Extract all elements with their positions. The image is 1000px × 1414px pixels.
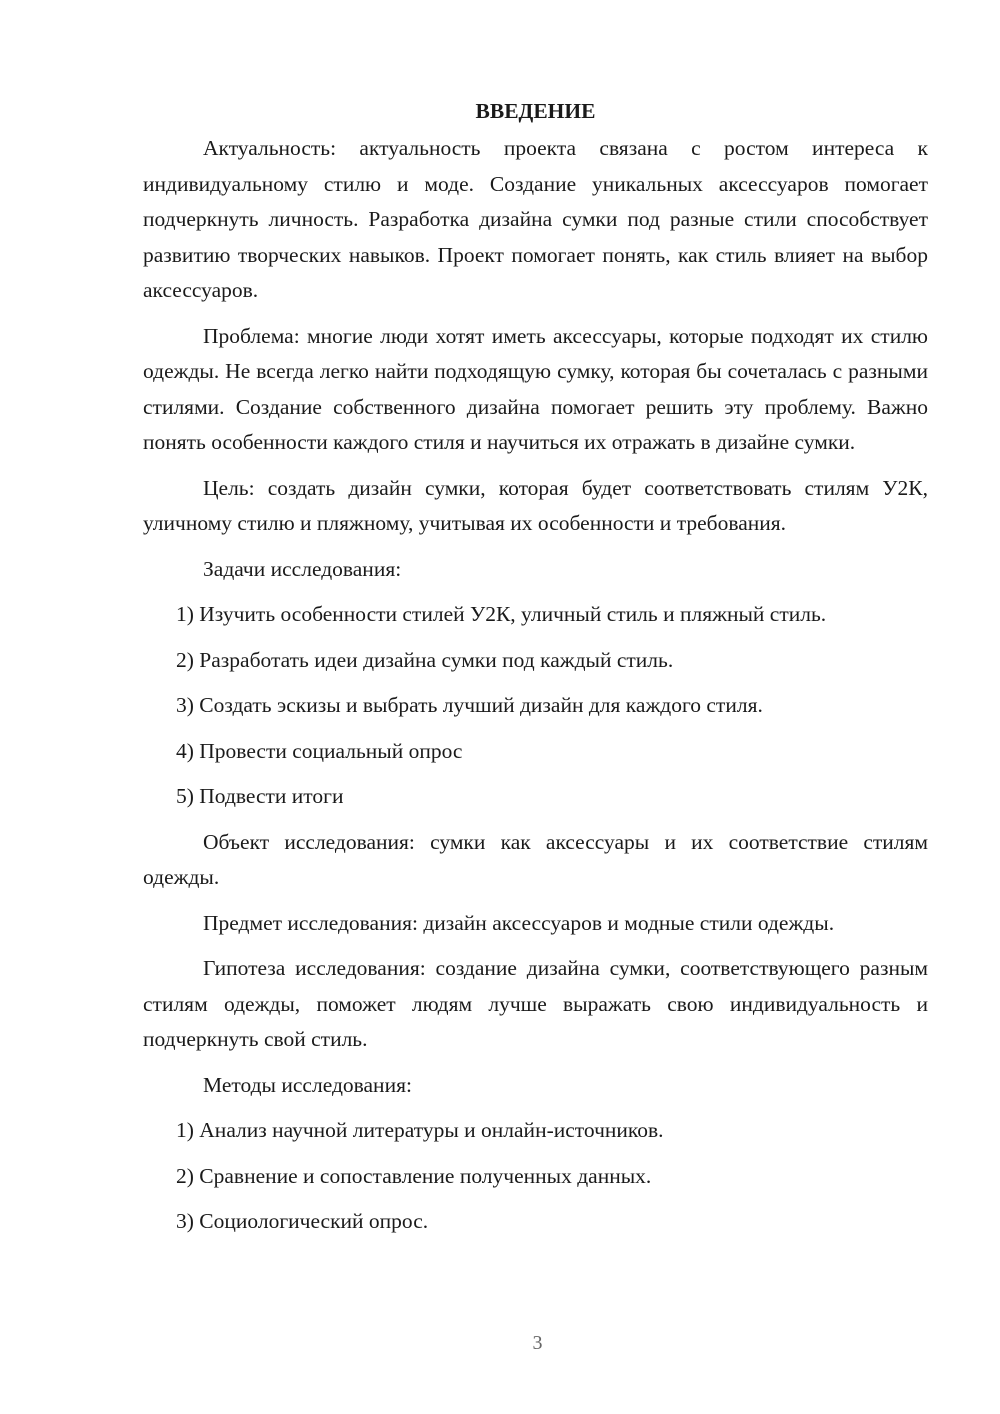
paragraph-goal: Цель: создать дизайн сумки, которая будет соответствовать стилям У2К, уличному стилю и пляжному, учитывая их особенности и требования. xyxy=(143,475,928,535)
paragraph-problem: Проблема: многие люди хотят иметь аксессуары, которые подходят их стилю одежды. Не всегда легко найти подходящую сумку, которая бы сочеталась с разными стилями. Создание собственного дизайна помогает решить эту проблему. Важно понять особенности каждого стиля и научиться их отражать в дизайне сумки. xyxy=(143,323,928,454)
methods-list xyxy=(143,1113,928,1240)
list-item: 3) Создать эскизы и выбрать лучший дизайн для каждого стиля. xyxy=(176,693,763,717)
section-title: ВВЕДЕНИЕ xyxy=(475,99,596,123)
paragraph-hypothesis: Гипотеза исследования: создание дизайна сумки, соответствующего разным стилям одежды, поможет людям лучше выражать свою индивидуальность и подчеркнуть свой стиль. xyxy=(143,956,928,1051)
paragraph-object: Объект исследования: сумки как аксессуары и их соответствие стилям одежды. xyxy=(143,829,928,889)
list-item: 5) Подвести итоги xyxy=(176,784,344,808)
page-number: 3 xyxy=(532,1332,543,1354)
list-item: 1) Изучить особенности стилей У2К, уличный стиль и пляжный стиль. xyxy=(176,602,827,626)
list-item: 1) Анализ научной литературы и онлайн-источников. xyxy=(176,1118,664,1142)
tasks-heading: Задачи исследования: xyxy=(203,556,402,581)
list-item: 2) Сравнение и сопоставление полученных данных. xyxy=(176,1163,652,1188)
paragraph-relevance: Актуальность: актуальность проекта связана с ростом интереса к индивидуальному стилю и моде. Создание уникальных аксессуаров помогает подчеркнуть личность. Разработка дизайна сумки под разные стили способствует развитию творческих навыков. Проект помогает понять, как стиль влияет на выбор аксессуаров. xyxy=(143,136,928,302)
page-content xyxy=(143,96,928,1250)
list-item: 2) Разработать идеи дизайна сумки под каждый стиль. xyxy=(176,647,674,672)
list-item: 3) Социологический опрос. xyxy=(176,1209,429,1233)
paragraph-subject: Предмет исследования: дизайн аксессуаров и модные стили одежды. xyxy=(203,910,835,935)
methods-heading: Методы исследования: xyxy=(203,1072,412,1097)
list-item: 4) Провести социальный опрос xyxy=(176,738,463,763)
tasks-list xyxy=(143,597,928,815)
